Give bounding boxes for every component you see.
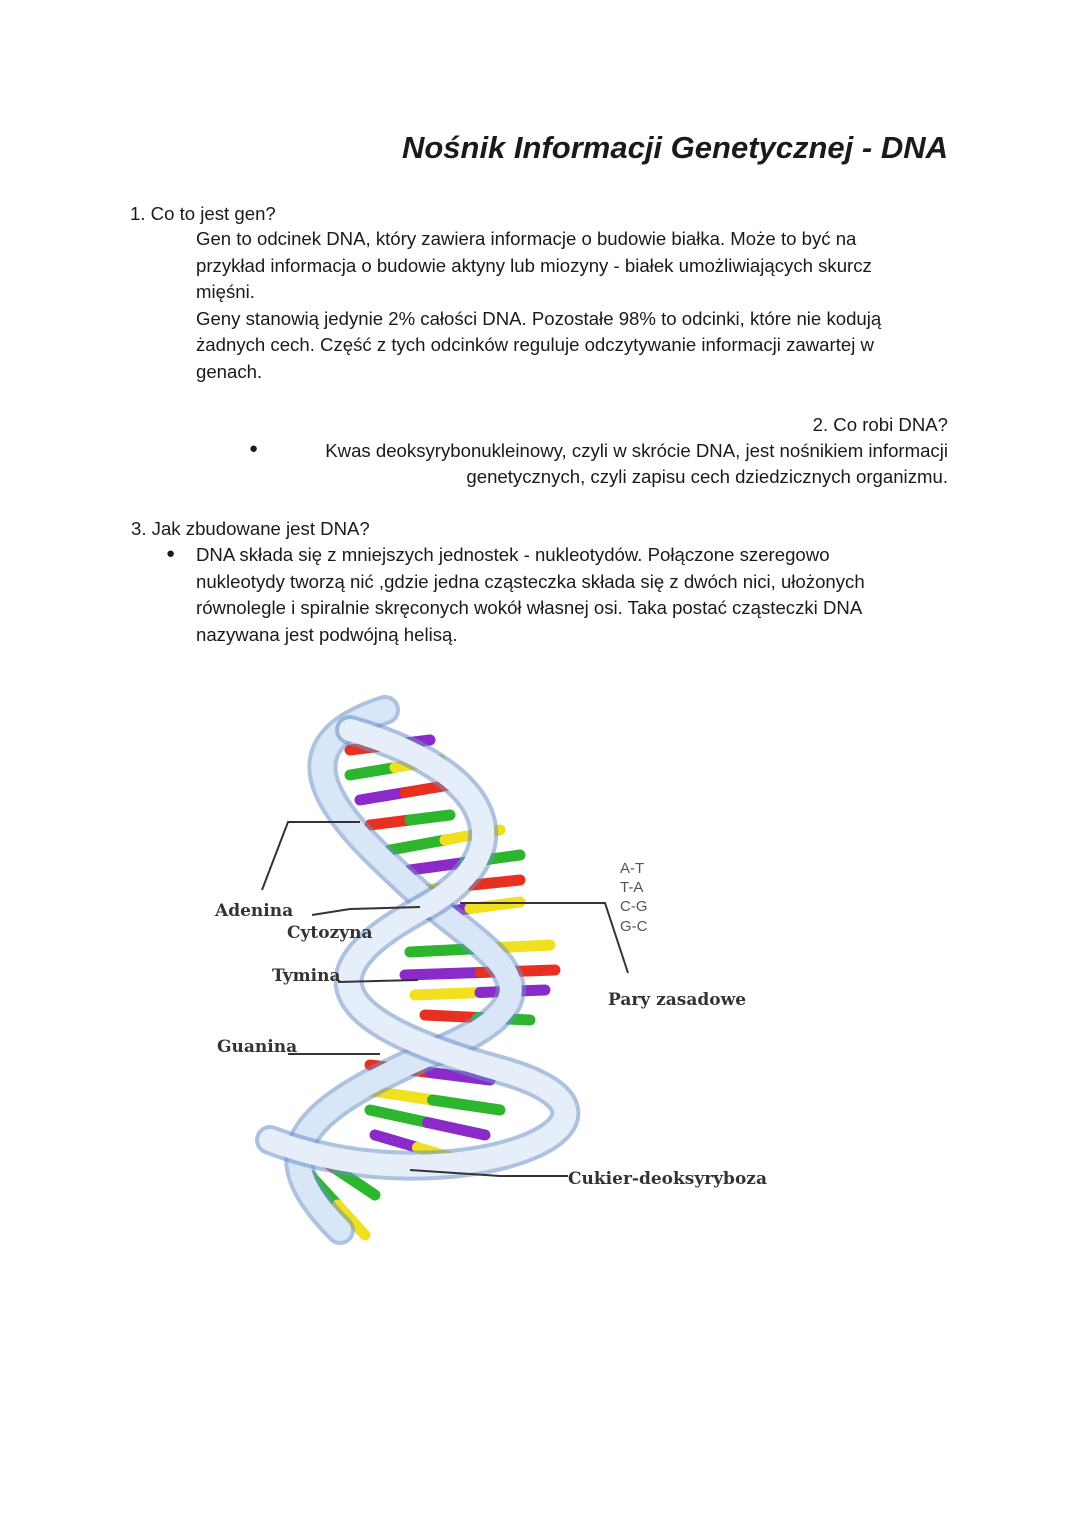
pary-zasadowe-label: Pary zasadowe [608, 990, 747, 1010]
base-adenina-right [433, 1100, 501, 1110]
question-3-heading: 3. Jak zbudowane jest DNA? [131, 518, 370, 539]
base-adenina-left [390, 840, 445, 850]
base-adenina-left [350, 768, 395, 776]
tymina-label: Tymina [272, 966, 341, 986]
answer-line: Gen to odcinek DNA, który zawiera informacje o budowie białka. Może to być na [196, 228, 857, 249]
answer-line: genach. [196, 360, 263, 382]
answer-line: nukleotydy tworzą nić ,gdzie jedna cząsteczka składa się z dwóch nici, ułożonych [196, 570, 865, 592]
answer-line: równolegle i spiralnie skręconych wokół własnej osi. Taka postać cząsteczki DNA [196, 597, 863, 618]
pair-at: A-T [620, 860, 645, 877]
guanina-label: Guanina [217, 1037, 298, 1057]
cukier-deoksyryboza-label: Cukier-deoksyryboza [568, 1169, 767, 1189]
cytozyna-label: Cytozyna [287, 923, 373, 943]
answer-line: DNA składa się z mniejszych jednostek - nukleotydów. Połączone szeregowo [196, 544, 830, 565]
question-3-answer [196, 542, 865, 648]
base-guanina-left [375, 1135, 418, 1148]
answer-line: mięśni. [196, 281, 255, 302]
base-guanina-left [405, 973, 480, 976]
answer-line: przykład informacja o budowie aktyny lub miozyny - białek umożliwiających skurcz [196, 254, 872, 276]
answer-line: Kwas deoksyrybonukleinowy, czyli w skrócie DNA, jest nośnikiem informacji [325, 440, 948, 461]
bullet-icon: ● [166, 545, 176, 562]
base-tymina-left [425, 1015, 478, 1018]
pair-ta: T-A [620, 879, 644, 896]
question-2-heading: 2. Co robi DNA? [812, 414, 948, 435]
adenina-label: Adenina [215, 901, 294, 921]
answer-line: Geny stanowią jedynie 2% całości DNA. Pozostałe 98% to odcinki, które nie kodują [196, 307, 882, 329]
page-title: Nośnik Informacji Genetycznej - DNA [401, 130, 948, 165]
answer-line: nazywana jest podwójną helisą. [196, 623, 458, 645]
base-tymina-left [370, 820, 410, 825]
base-guanina-right [428, 1123, 486, 1136]
base-guanina-left [360, 793, 405, 801]
pair-gc: G-C [620, 918, 648, 935]
base-cytozyna-left [415, 993, 480, 996]
question-1-heading: 1. Co to jest gen? [130, 203, 276, 224]
dna-double-helix-diagram [200, 690, 780, 1290]
answer-line: genetycznych, czyli zapisu cech dziedzicznych organizmu. [466, 466, 948, 487]
base-adenina-left [370, 1110, 428, 1123]
bullet-icon: ● [249, 440, 259, 457]
question-1-answer [196, 226, 881, 385]
base-adenina-right [410, 815, 450, 820]
answer-line: żadnych cech. Część z tych odcinków reguluje odczytywanie informacji zawartej w [196, 334, 874, 355]
pair-cg: C-G [620, 898, 648, 915]
